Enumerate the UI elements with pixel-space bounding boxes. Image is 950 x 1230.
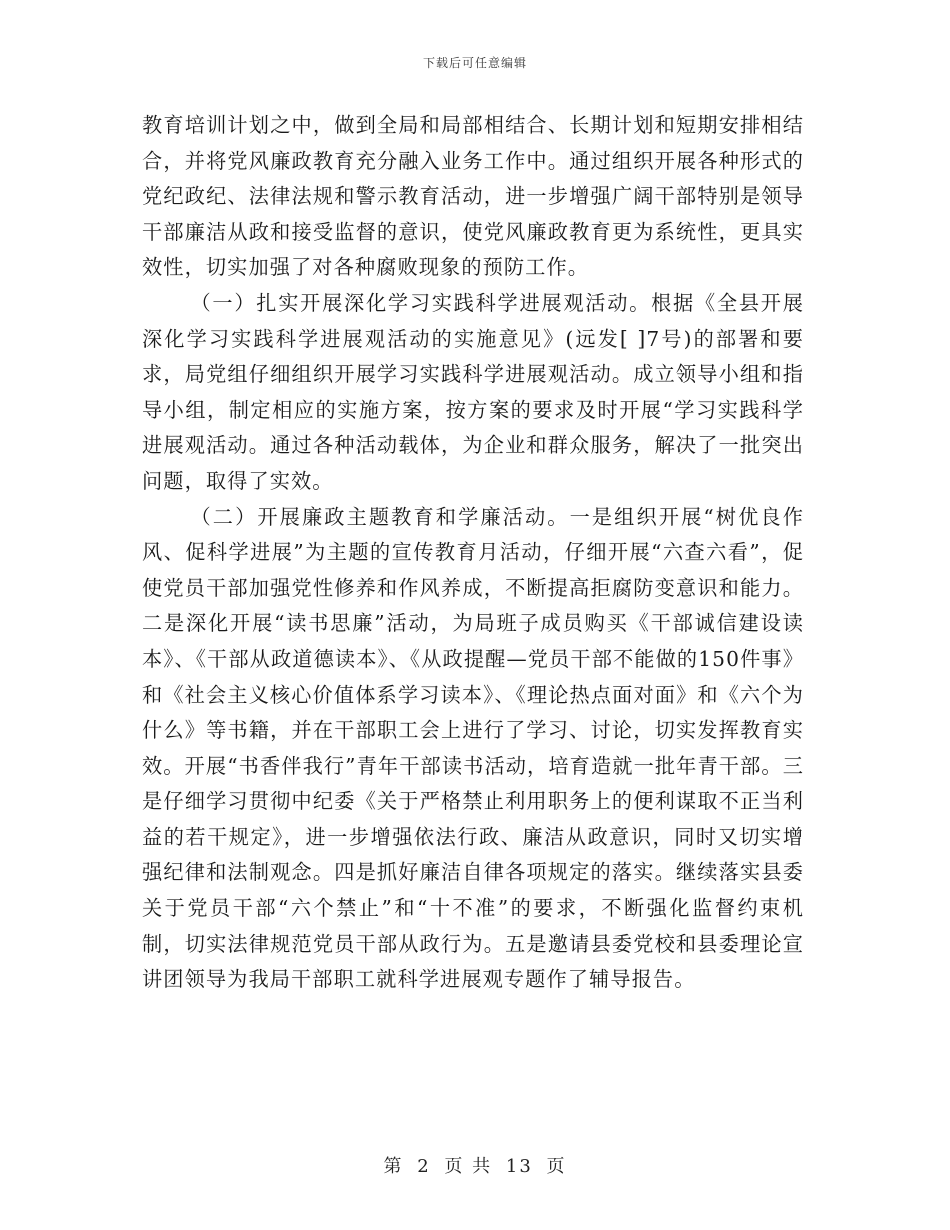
document-body bbox=[142, 108, 804, 998]
footer-total-pages: 13 bbox=[505, 1156, 533, 1177]
footer-suffix: 页 bbox=[546, 1156, 567, 1177]
page-footer bbox=[0, 1152, 950, 1178]
paragraph-section-two: （二）开展廉政主题教育和学廉活动。一是组织开展“树优良作风、促科学进展”为主题的宣传教育月活动，仔细开展“六查六看”，促使党员干部加强党性修养和作风养成，不断提高拒腐防变意识和能力。二是深化开展“读书思廉”活动，为局班子成员购买《干部诚信建设读本》、《干部从政道德读本》、《从政提醒—党员干部不能做的150件事》和《社会主义核心价值体系学习读本》、《理论热点面对面》和《六个为什么》等书籍，并在干部职工会上进行了学习、讨论，切实发挥教育实效。开展“书香伴我行”青年干部读书活动，培育造就一批年青干部。三是仔细学习贯彻中纪委《关于严格禁止利用职务上的便利谋取不正当利益的若干规定》，进一步增强依法行政、廉洁从政意识，同时又切实增强纪律和法制观念。四是抓好廉洁自律各项规定的落实。继续落实县委关于党员干部“六个禁止”和“十不准”的要求，不断强化监督约束机制，切实法律规范党员干部从政行为。五是邀请县委党校和县委理论宣讲团领导为我局干部职工就科学进展观专题作了辅导报告。 bbox=[142, 504, 804, 992]
page-header-note: 下载后可任意编辑 bbox=[422, 56, 527, 70]
paragraph-section-one: （一）扎实开展深化学习实践科学进展观活动。根据《全县开展深化学习实践科学进展观活动的实施意见》(远发[ ]7号)的部署和要求，局党组仔细组织开展学习实践科学进展观活动。成立领导小组和指导小组，制定相应的实施方案，按方案的要求及时开展“学习实践科学进展观活动。通过各种活动载体，为企业和群众服务，解决了一批突出问题，取得了实效。 bbox=[142, 290, 804, 493]
footer-page-number: 2 bbox=[417, 1156, 431, 1177]
paragraph-continuation: 教育培训计划之中，做到全局和局部相结合、长期计划和短期安排相结合，并将党风廉政教育充分融入业务工作中。通过组织开展各种形式的党纪政纪、法律法规和警示教育活动，进一步增强广阔干部特别是领导干部廉洁从政和接受监督的意识，使党风廉政教育更为系统性，更具实效性，切实加强了对各种腐败现象的预防工作。 bbox=[142, 113, 804, 280]
footer-middle: 页 共 bbox=[444, 1156, 493, 1177]
footer-prefix: 第 bbox=[383, 1156, 404, 1177]
